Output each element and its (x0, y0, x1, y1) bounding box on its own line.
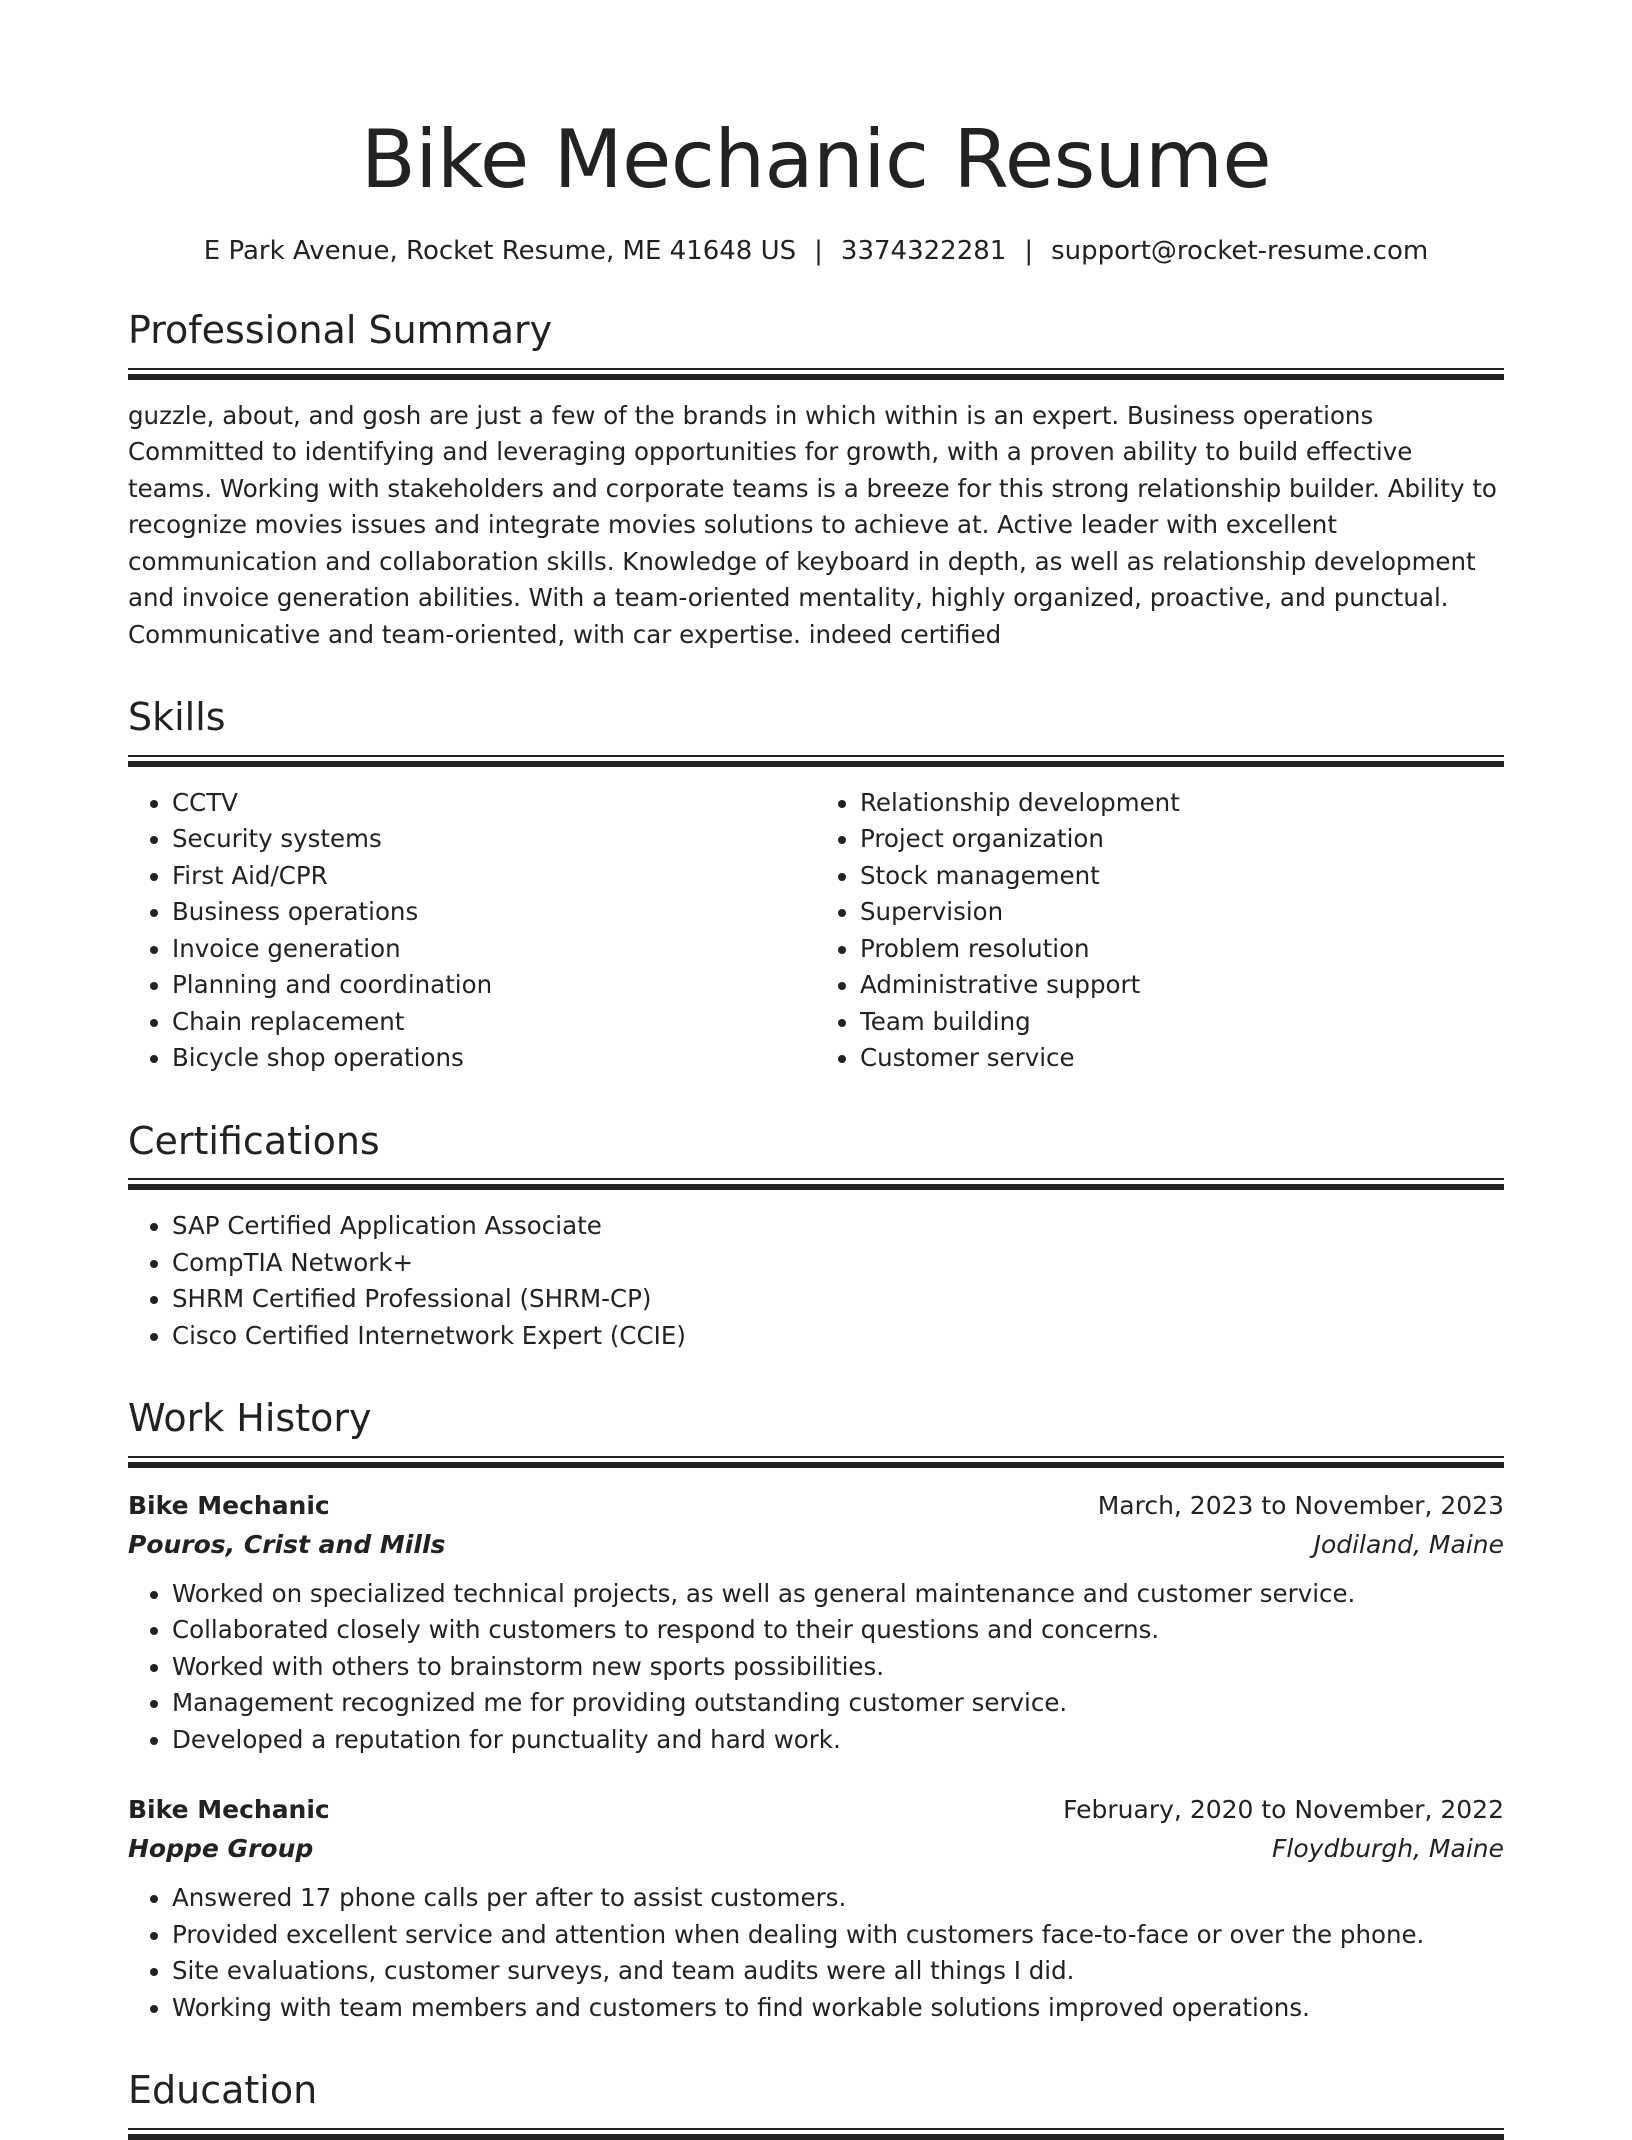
skill-item: • Stock management (860, 858, 1504, 895)
contact-phone: 3374322281 (840, 236, 1007, 266)
skill-item: • Problem resolution (860, 931, 1504, 968)
certification-item: • SHRM Certified Professional (SHRM-CP) (172, 1281, 1504, 1318)
skills-list-right (816, 785, 1504, 1077)
skill-item: • Chain replacement (172, 1004, 816, 1041)
job-company: Hoppe Group (128, 1834, 314, 1864)
section-divider (128, 1456, 1504, 1468)
job-dates: March, 2023 to November, 2023 (1097, 1490, 1504, 1520)
skill-item: • Relationship development (860, 785, 1504, 822)
job-bullet: • Answered 17 phone calls per after to assist customers. (172, 1880, 1504, 1917)
resume-title: Bike Mechanic Resume (360, 113, 1272, 206)
job-bullet: • Collaborated closely with customers to respond to their questions and concerns. (172, 1612, 1504, 1649)
job-dates: February, 2020 to November, 2022 (1063, 1795, 1504, 1825)
skill-item: • Business operations (172, 894, 816, 931)
section-divider (128, 368, 1504, 380)
section-divider (128, 2128, 1504, 2140)
job-bullets (128, 1576, 1504, 1759)
skill-item: • Administrative support (860, 967, 1504, 1004)
job-bullet: • Developed a reputation for punctuality and hard work. (172, 1722, 1504, 1759)
job-header (128, 1486, 1504, 1526)
skill-item: • Bicycle shop operations (172, 1040, 816, 1077)
job-entry (128, 1790, 1504, 2026)
job-header (128, 1790, 1504, 1830)
work-history-heading: Work History (128, 1396, 372, 1441)
contact-email: support@rocket-resume.com (1051, 236, 1429, 266)
job-subheader (128, 1830, 1504, 1868)
skill-item: • Project organization (860, 821, 1504, 858)
summary-heading: Professional Summary (128, 308, 553, 352)
job-entry (128, 1486, 1504, 1759)
job-bullet: • Worked on specialized technical projects, as well as general maintenance and customer service. (172, 1576, 1504, 1613)
section-divider (128, 1178, 1504, 1190)
job-bullet: • Working with team members and customers to find workable solutions improved operations. (172, 1990, 1504, 2027)
certification-item: • SAP Certified Application Associate (172, 1208, 1504, 1245)
job-bullet: • Management recognized me for providing outstanding customer service. (172, 1685, 1504, 1722)
education-heading: Education (128, 2068, 318, 2113)
job-bullets (128, 1880, 1504, 2026)
job-bullet: • Site evaluations, customer surveys, and team audits were all things I did. (172, 1953, 1504, 1990)
job-bullet: • Provided excellent service and attention when dealing with customers face-to-face or over the phone. (172, 1917, 1504, 1954)
contact-line (128, 238, 1504, 264)
contact-separator: | (1024, 236, 1034, 266)
skills-list-left (128, 785, 816, 1077)
job-location: Jodiland, Maine (1313, 1529, 1504, 1559)
job-bullet: • Worked with others to brainstorm new sports possibilities. (172, 1649, 1504, 1686)
job-location: Floydburgh, Maine (1272, 1834, 1504, 1864)
skills-section (128, 695, 1504, 1077)
skill-item: • First Aid/CPR (172, 858, 816, 895)
contact-address: E Park Avenue, Rocket Resume, ME 41648 US (203, 236, 797, 266)
certification-item: • CompTIA Network+ (172, 1245, 1504, 1282)
job-title: Bike Mechanic (128, 1795, 330, 1825)
contact-separator: | (814, 236, 823, 266)
job-company: Pouros, Crist and Mills (128, 1529, 446, 1559)
education-section (128, 2068, 1504, 2140)
skill-item: • CCTV (172, 785, 816, 822)
job-title: Bike Mechanic (128, 1490, 330, 1520)
skill-item: • Invoice generation (172, 931, 816, 968)
certifications-list (128, 1208, 1504, 1354)
skills-grid (128, 785, 1504, 1077)
skill-item: • Security systems (172, 821, 816, 858)
summary-section (128, 308, 1504, 653)
certification-item: • Cisco Certified Internetwork Expert (CCIE) (172, 1318, 1504, 1355)
skill-item: • Supervision (860, 894, 1504, 931)
certifications-heading: Certifications (128, 1118, 380, 1163)
section-divider (128, 755, 1504, 767)
summary-text: guzzle, about, and gosh are just a few of the brands in which within is an expert. Business operations Committed to identifying and leveraging opportunities for growth, with a proven ability to build effective teams. Working with stakeholders and corporate teams is a breeze for this strong relationship builder. Ability to recognize movies issues and integrate movies solutions to achieve at. Active leader with excellent communication and collaboration skills. Knowledge of keyboard in depth, as well as relationship development and invoice generation abilities. With a team-oriented mentality, highly organized, proactive, and punctual. Communicative and team-oriented, with car expertise. indeed certified (128, 400, 1497, 649)
work-history-section (128, 1396, 1504, 2026)
job-subheader (128, 1526, 1504, 1564)
skill-item: • Team building (860, 1004, 1504, 1041)
skills-heading: Skills (128, 695, 226, 740)
skill-item: • Customer service (860, 1040, 1504, 1077)
certifications-section (128, 1119, 1504, 1355)
skill-item: • Planning and coordination (172, 967, 816, 1004)
